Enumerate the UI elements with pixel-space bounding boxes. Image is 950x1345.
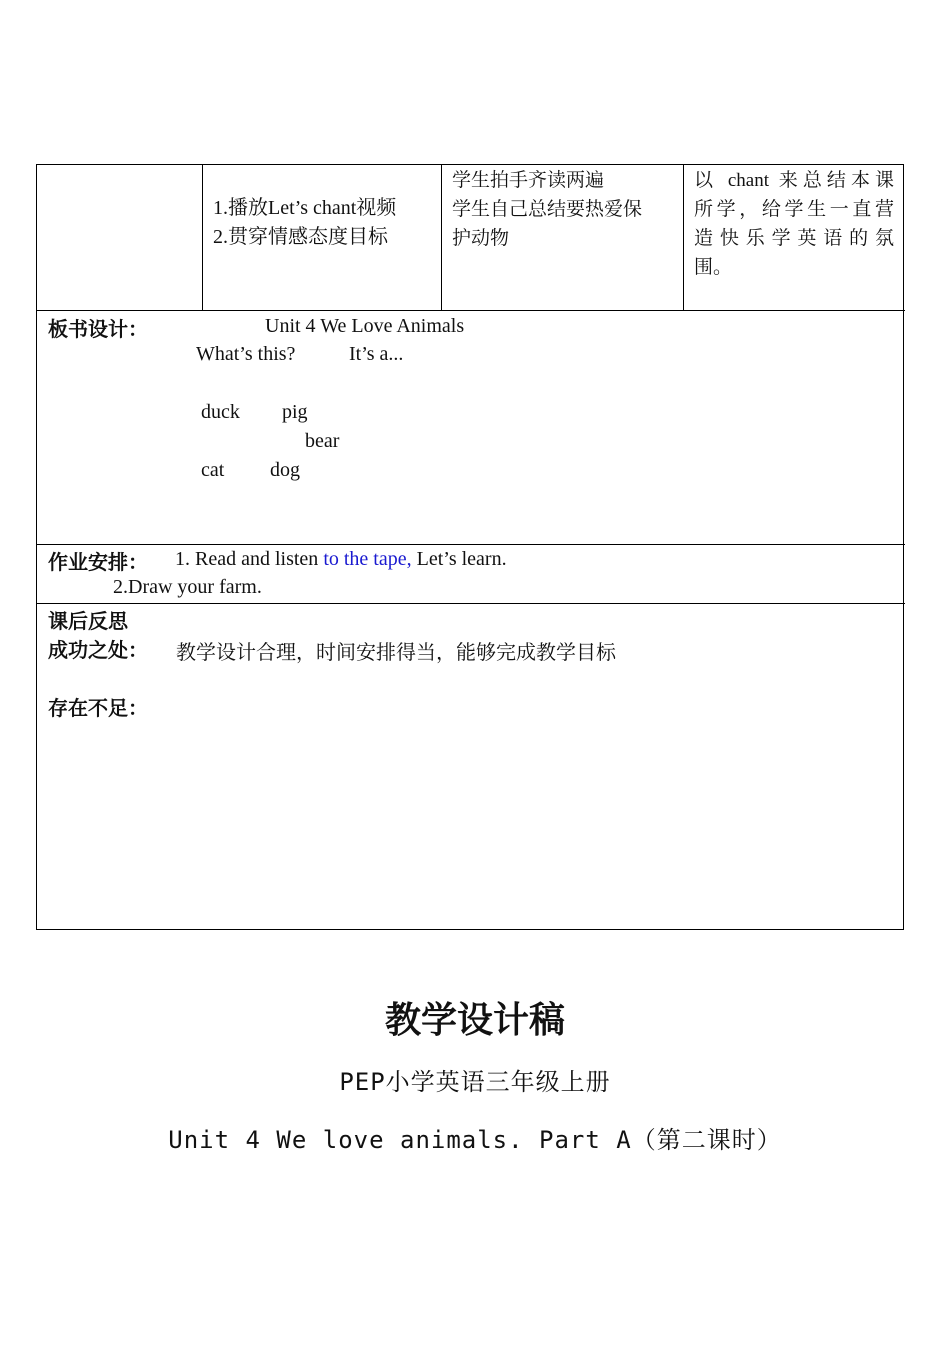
board-word: duck [201, 401, 240, 423]
table-divider [202, 164, 203, 311]
teacher-activity-line: 2.贯穿情感态度目标 [213, 226, 388, 248]
board-design-label: 板书设计： [48, 317, 148, 341]
table-divider [683, 164, 684, 311]
reflection-heading: 课后反思 [48, 609, 128, 633]
board-answer: It’s a... [349, 343, 404, 365]
table-divider [36, 544, 905, 545]
homework-item-1-text: 1. Read and listen [175, 548, 324, 570]
student-activity-line: 学生自己总结要热爱保 [452, 198, 643, 220]
student-activity-line: 护动物 [452, 227, 510, 249]
success-label: 成功之处： [48, 638, 148, 662]
board-title: Unit 4 We Love Animals [265, 315, 465, 337]
board-word: pig [282, 401, 308, 423]
design-subtitle: PEP小学英语三年级上册 [339, 1068, 611, 1096]
teacher-activity-cell [213, 194, 439, 252]
design-intent-cell [694, 166, 894, 282]
success-text: 教学设计合理，时间安排得当，能够完成教学目标 [176, 640, 616, 664]
teacher-activity-line: 1.播放Let’s chant视频 [213, 197, 397, 219]
design-lesson-title: Unit 4 We love animals. Part A（第二课时） [168, 1126, 782, 1154]
design-intent-line: 围。 [694, 256, 733, 278]
homework-item-1-tail: Let’s learn. [411, 548, 507, 570]
board-question: What’s this? [196, 343, 296, 365]
board-word: bear [305, 430, 340, 452]
design-intent-line: 所学，给学生一直营 [694, 198, 894, 220]
design-title: 教学设计稿 [384, 1000, 565, 1041]
table-divider [36, 310, 905, 311]
shortcoming-label: 存在不足： [48, 696, 148, 720]
table-divider [36, 603, 905, 604]
homework-item-2: 2.Draw your farm. [113, 576, 262, 598]
table-divider [441, 164, 442, 311]
student-activity-cell [452, 166, 678, 253]
homework-highlight: to the tape, [323, 548, 412, 570]
board-word: cat [201, 459, 225, 481]
board-word: dog [270, 459, 300, 481]
student-activity-line: 学生拍手齐读两遍 [452, 169, 605, 191]
homework-label: 作业安排： [48, 550, 148, 574]
design-intent-line: 以 chant 来总结本课 [694, 170, 894, 191]
homework-item-1 [175, 548, 507, 571]
design-intent-line: 造快乐学英语的氛 [694, 227, 894, 249]
